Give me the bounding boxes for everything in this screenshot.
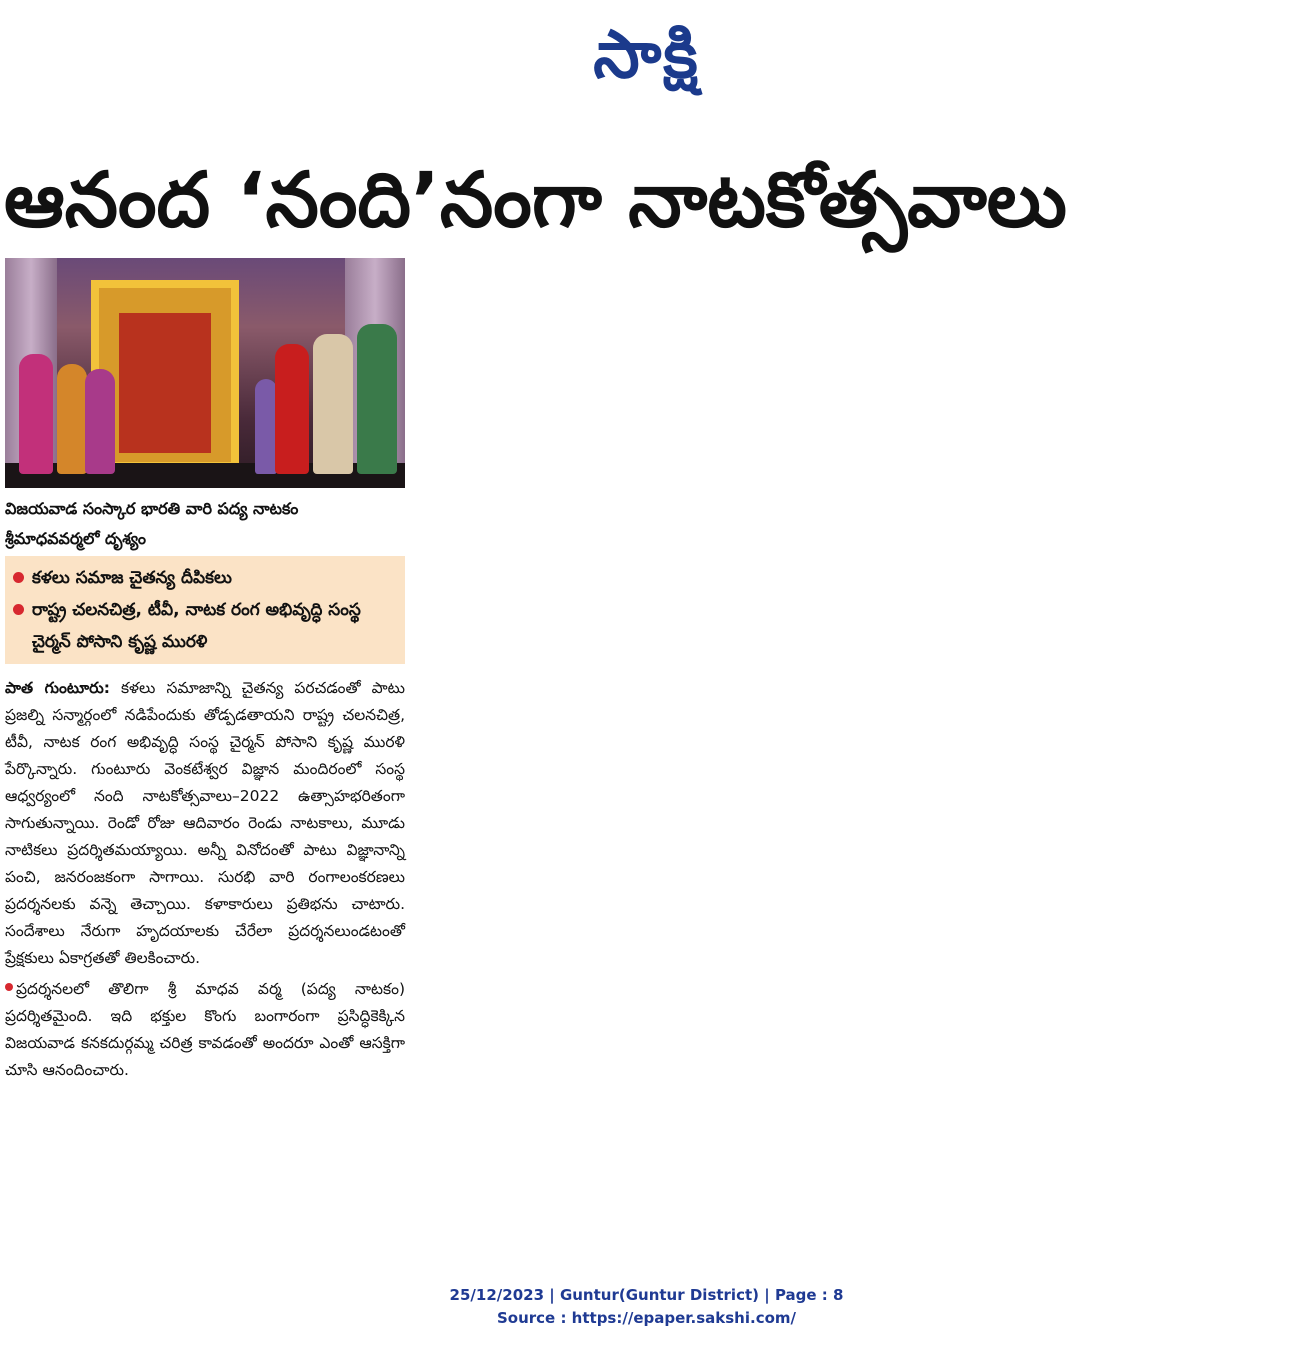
article-body xyxy=(5,675,405,1084)
highlight-text: రాష్ట్ర చలనచిత్ర, టీవీ, నాటక రంగ అభివృద్ధి సంస్థ చైర్మన్ పోసాని కృష్ణ మురళి xyxy=(32,600,361,652)
bullet-icon xyxy=(5,983,13,991)
photo-figure xyxy=(57,364,87,474)
article-paragraph xyxy=(5,976,405,1084)
footer-page: Page : 8 xyxy=(774,1286,844,1304)
photo-figure xyxy=(313,334,353,474)
caption-line: విజయవాడ సంస్కార భారతి వారి పద్య నాటకం xyxy=(5,499,299,518)
bullet-icon xyxy=(13,604,24,615)
highlight-text: కళలు సమాజ చైతన్య దీపికలు xyxy=(32,568,232,588)
caption-line: శ్రీమాధవవర్మలో దృశ్యం xyxy=(5,529,146,548)
footer-date: 25/12/2023 xyxy=(449,1286,544,1304)
photo-figure xyxy=(275,344,309,474)
footer-meta: 25/12/2023 | Guntur(Guntur District) | Page : 8 xyxy=(449,1286,844,1304)
stage-photo xyxy=(5,258,405,488)
footer-source: Source : https://epaper.sakshi.com/ xyxy=(496,1309,796,1327)
dateline: పాత గుంటూరు: xyxy=(5,679,110,697)
photo-figure xyxy=(357,324,397,474)
highlight-item xyxy=(13,594,397,658)
article-paragraph xyxy=(5,675,405,972)
paragraph-text: ప్రదర్శనలలో తొలిగా శ్రీ మాధవ వర్మ (పద్య నాటకం) ప్రదర్శితమైంది. ఇది భక్తుల కొంగు బంగారంగా ప్రసిద్ధికెక్కిన విజయవాడ కనకదుర్గమ్మ చరిత్ర కావడంతో అందరూ ఎంతో ఆసక్తిగా చూసి ఆనందించారు. xyxy=(5,980,405,1079)
page-footer xyxy=(0,1284,1293,1330)
sakshi-logo: సాక్షి xyxy=(593,16,700,93)
footer-edition: Guntur(Guntur District) xyxy=(559,1286,759,1304)
photo-figure xyxy=(255,379,277,474)
article-headline: ఆనంద ‘నంది’నంగా నాటకోత్సవాలు xyxy=(4,155,1067,244)
bullet-icon xyxy=(13,572,24,583)
highlights-box xyxy=(5,556,405,664)
photo-figure xyxy=(19,354,53,474)
masthead xyxy=(0,14,1293,96)
highlight-item xyxy=(13,562,397,594)
photo-figure xyxy=(85,369,115,474)
paragraph-text: కళలు సమాజాన్ని చైతన్య పరచడంతో పాటు ప్రజల్ని సన్మార్గంలో నడిపేందుకు తోడ్పడతాయని రాష్ట్ర చలనచిత్ర, టీవీ, నాటక రంగ అభివృద్ధి సంస్థ చైర్మన్ పోసాని కృష్ణ మురళి పేర్కొన్నారు. గుంటూరు వెంకటేశ్వర విజ్ఞాన మందిరంలో సంస్థ ఆధ్వర్యంలో నంది నాటకోత్సవాలు–2022 ఉత్సాహభరితంగా సాగుతున్నాయి. రెండో రోజు ఆదివారం రెండు నాటకాలు, మూడు నాటికలు ప్రదర్శితమయ్యాయి. అన్నీ వినోదంతో పాటు విజ్ఞానాన్ని పంచి, జనరంజకంగా సాగాయి. సురభి వారి రంగాలంకరణలు ప్రదర్శనలకు వన్నె తెచ్చాయి. కళాకారులు ప్రతిభను చాటారు. సందేశాలు నేరుగా హృదయాలకు చేరేలా ప్రదర్శనలుండటంతో ప్రేక్షకులు ఏకాగ్రతతో తిలకించారు. xyxy=(5,679,405,967)
photo-caption xyxy=(5,494,405,554)
